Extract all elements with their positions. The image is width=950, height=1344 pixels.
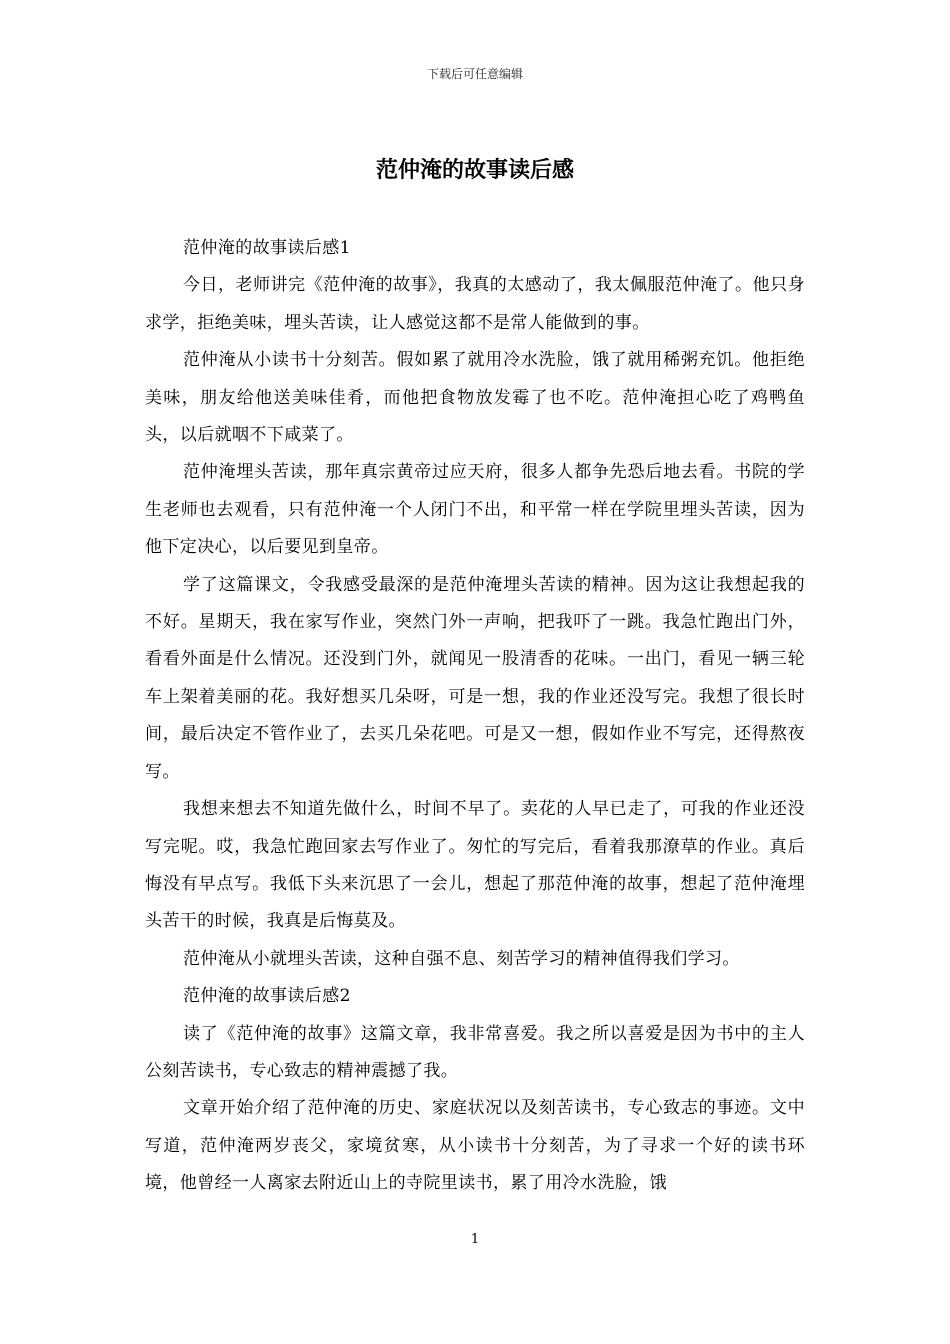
body-paragraph: 文章开始介绍了范仲淹的历史、家庭状况以及刻苦读书，专心致志的事迹。文中写道，范仲淹两岁丧父，家境贫寒，从小读书十分刻苦，为了寻求一个好的读书环境，他曾经一人离家去附近山上的寺院里读书，累了用冷水洗脸，饿 <box>145 1098 805 1194</box>
body-paragraph: 范仲淹埋头苦读，那年真宗黄帝过应天府，很多人都争先恐后地去看。书院的学生老师也去观看，只有范仲淹一个人闭门不出，和平常一样在学院里埋头苦读，因为他下定决心，以后要见到皇帝。 <box>145 462 805 558</box>
body-paragraph: 范仲淹从小就埋头苦读，这种自强不息、刻苦学习的精神值得我们学习。 <box>183 948 740 969</box>
section-heading-1: 范仲淹的故事读后感1 <box>183 238 351 258</box>
page-number: 1 <box>470 1232 480 1247</box>
body-paragraph: 读了《范仲淹的故事》这篇文章，我非常喜爱。我之所以喜爱是因为书中的主人公刻苦读书，专心致志的精神震撼了我。 <box>145 1023 805 1081</box>
body-paragraph: 学了这篇课文，令我感受最深的是范仲淹埋头苦读的精神。因为这让我想起我的不好。星期天，我在家写作业，突然门外一声响，把我吓了一跳。我急忙跑出门外，看看外面是什么情况。还没到门外，就闻见一股清香的花味。一出门，看见一辆三轮车上架着美丽的花。我好想买几朵呀，可是一想，我的作业还没写完。我想了很长时间，最后决定不管作业了，去买几朵花吧。可是又一想，假如作业不写完，还得熬夜写。 <box>145 574 805 782</box>
body-paragraph: 范仲淹从小读书十分刻苦。假如累了就用冷水洗脸，饿了就用稀粥充饥。他拒绝美味，朋友给他送美味佳肴，而他把食物放发霉了也不吃。范仲淹担心吃了鸡鸭鱼头，以后就咽不下咸菜了。 <box>145 350 805 446</box>
body-paragraph: 我想来想去不知道先做什么，时间不早了。卖花的人早已走了，可我的作业还没写完呢。哎，我急忙跑回家去写作业了。匆忙的写完后，看着我那潦草的作业。真后悔没有早点写。我低下头来沉思了一会儿，想起了那范仲淹的故事，想起了范仲淹埋头苦干的时候，我真是后悔莫及。 <box>145 799 805 932</box>
body-paragraph: 今日，老师讲完《范仲淹的故事》，我真的太感动了，我太佩服范仲淹了。他只身求学，拒绝美味，埋头苦读，让人感觉这都不是常人能做到的事。 <box>145 275 805 333</box>
section-heading-2: 范仲淹的故事读后感2 <box>183 986 351 1007</box>
document-title: 范仲淹的故事读后感 <box>375 157 574 183</box>
document-body <box>145 230 805 1203</box>
header-note: 下载后可任意编辑 <box>426 67 523 81</box>
